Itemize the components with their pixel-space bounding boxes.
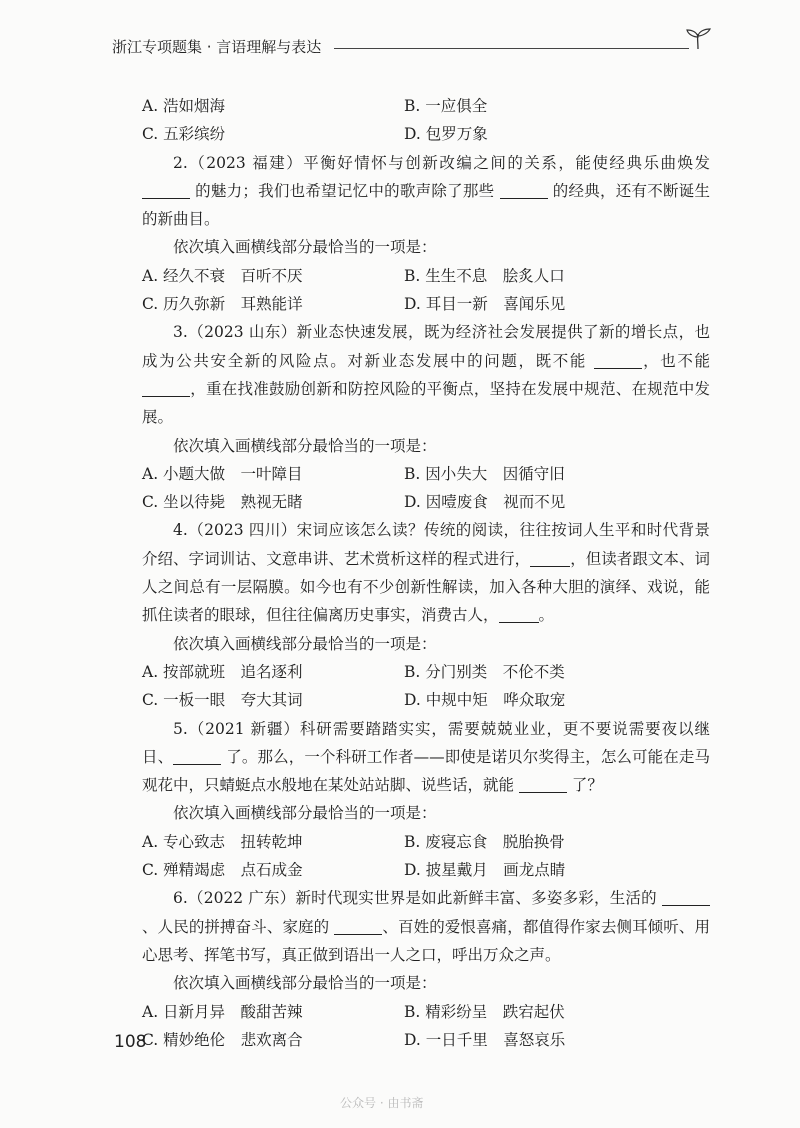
option-b: B. 一应俱全 — [404, 97, 488, 115]
watermark: 公众号 · 由书斋 — [340, 1096, 424, 1110]
option-c: C. 五彩缤纷 — [142, 125, 226, 144]
question-5-instruction: 依次填入画横线部分最恰当的一项是： — [173, 804, 437, 823]
q5-options-row-1 — [142, 828, 710, 856]
option-a: A. 小题大做 一叶障目 — [142, 464, 303, 483]
fill-blank — [594, 352, 642, 369]
option-c: C. 历久弥新 耳熟能详 — [142, 295, 303, 314]
option-b: B. 精彩纷呈 跌宕起伏 — [404, 1002, 565, 1021]
option-a: A. 专心致志 扭转乾坤 — [142, 832, 303, 851]
option-a: A. 经久不衰 百听不厌 — [142, 266, 303, 285]
option-a: A. 按部就班 追名逐利 — [142, 662, 303, 681]
fill-blank — [662, 889, 710, 906]
option-d: D. 中规中矩 哗众取宠 — [404, 691, 566, 710]
fill-blank — [499, 606, 539, 623]
fill-blank — [500, 182, 548, 199]
q6-options-row-1 — [142, 998, 710, 1026]
q6-options-row-2 — [142, 1026, 710, 1054]
header-rule — [334, 48, 689, 49]
option-a: A. 日新月异 酸甜苦辣 — [142, 1002, 303, 1021]
option-d: D. 耳目一新 喜闻乐见 — [404, 295, 566, 314]
q5-options-row-2 — [142, 856, 710, 884]
fill-blank — [530, 550, 570, 567]
header-title: 浙江专项题集 · 言语理解与表达 — [112, 38, 322, 56]
fill-blank — [142, 182, 190, 199]
question-4-stem: 4.（2023 四川）宋词应该怎么读？传统的阅读，往往按词人生平和时代背景介绍、字词训诂、文意串讲、艺术赏析这样的程式进行， ，但读者跟文本、词人之间总有一层隔膜。如今也有不少创新性解读，加入各种大胆的演绎、戏说，能抓住读者的眼球，但往往偏离历史事实，消费古人， 。 — [142, 521, 710, 625]
option-b: B. 因小失大 因循守旧 — [404, 464, 565, 483]
fill-blank — [334, 918, 382, 935]
q1-options-row-1 — [142, 92, 710, 120]
fill-blank — [173, 748, 221, 765]
option-d: D. 一日千里 喜怒哀乐 — [404, 1030, 566, 1049]
question-3-stem: 3.（2023 山东）新业态快速发展，既为经济社会发展提供了新的增长点，也成为公共安全新的风险点。对新业态发展中的问题，既不能 ，也不能 ，重在找准鼓励创新和防控风险的平衡点，坚持在发展中规范、在规范中发展。 — [142, 323, 710, 427]
q4-options-row-1 — [142, 658, 710, 686]
option-d: D. 因噎废食 视而不见 — [404, 493, 566, 512]
q2-options-row-1 — [142, 262, 710, 290]
fill-blank — [519, 776, 567, 793]
option-c: C. 一板一眼 夸大其词 — [142, 691, 303, 710]
q2-options-row-2 — [142, 290, 710, 318]
option-a: A. 浩如烟海 — [142, 97, 226, 115]
fill-blank — [142, 380, 190, 397]
q3-options-row-1 — [142, 460, 710, 488]
option-b: B. 分门别类 不伦不类 — [404, 662, 565, 681]
option-b: B. 废寝忘食 脱胎换骨 — [404, 832, 565, 851]
option-c: C. 坐以待毙 熟视无睹 — [142, 493, 303, 512]
question-2-instruction: 依次填入画横线部分最恰当的一项是： — [173, 238, 437, 257]
option-c: C. 精妙绝伦 悲欢离合 — [142, 1030, 303, 1049]
question-5-stem: 5.（2021 新疆）科研需要踏踏实实，需要兢兢业业，更不要说需要夜以继日、 了。那么，一个科研工作者——即使是诺贝尔奖得主，怎么可能在走马观花中，只蜻蜓点水般地在某处站站脚、说些话，就能 了？ — [142, 719, 710, 795]
q3-options-row-2 — [142, 488, 710, 516]
question-6-stem: 6.（2022 广东）新时代现实世界是如此新鲜丰富、多姿多彩，生活的 、人民的拼搏奋斗、家庭的 、百姓的爱恨喜痛，都值得作家去侧耳倾听、用心思考、挥笔书写，真正做到语出一人之口，呼出万众之声。 — [142, 889, 710, 964]
option-d: D. 披星戴月 画龙点睛 — [404, 861, 566, 880]
q4-options-row-2 — [142, 686, 710, 714]
question-3-instruction: 依次填入画横线部分最恰当的一项是： — [173, 436, 437, 455]
option-c: C. 殚精竭虑 点石成金 — [142, 861, 303, 880]
question-content — [142, 92, 710, 1054]
q1-options-row-2 — [142, 120, 710, 148]
running-header — [112, 32, 712, 62]
question-6-instruction: 依次填入画横线部分最恰当的一项是： — [173, 974, 437, 993]
page-number: 108 — [114, 1032, 147, 1052]
question-2-stem: 2.（2023 福建）平衡好情怀与创新改编之间的关系，能使经典乐曲焕发 的魅力；我们也希望记忆中的歌声除了那些 的经典，还有不断诞生的新曲目。 — [142, 153, 710, 229]
sprout-icon — [684, 28, 712, 50]
option-b: B. 生生不息 脍炙人口 — [404, 266, 565, 285]
option-d: D. 包罗万象 — [404, 125, 488, 144]
question-4-instruction: 依次填入画横线部分最恰当的一项是： — [173, 634, 437, 653]
